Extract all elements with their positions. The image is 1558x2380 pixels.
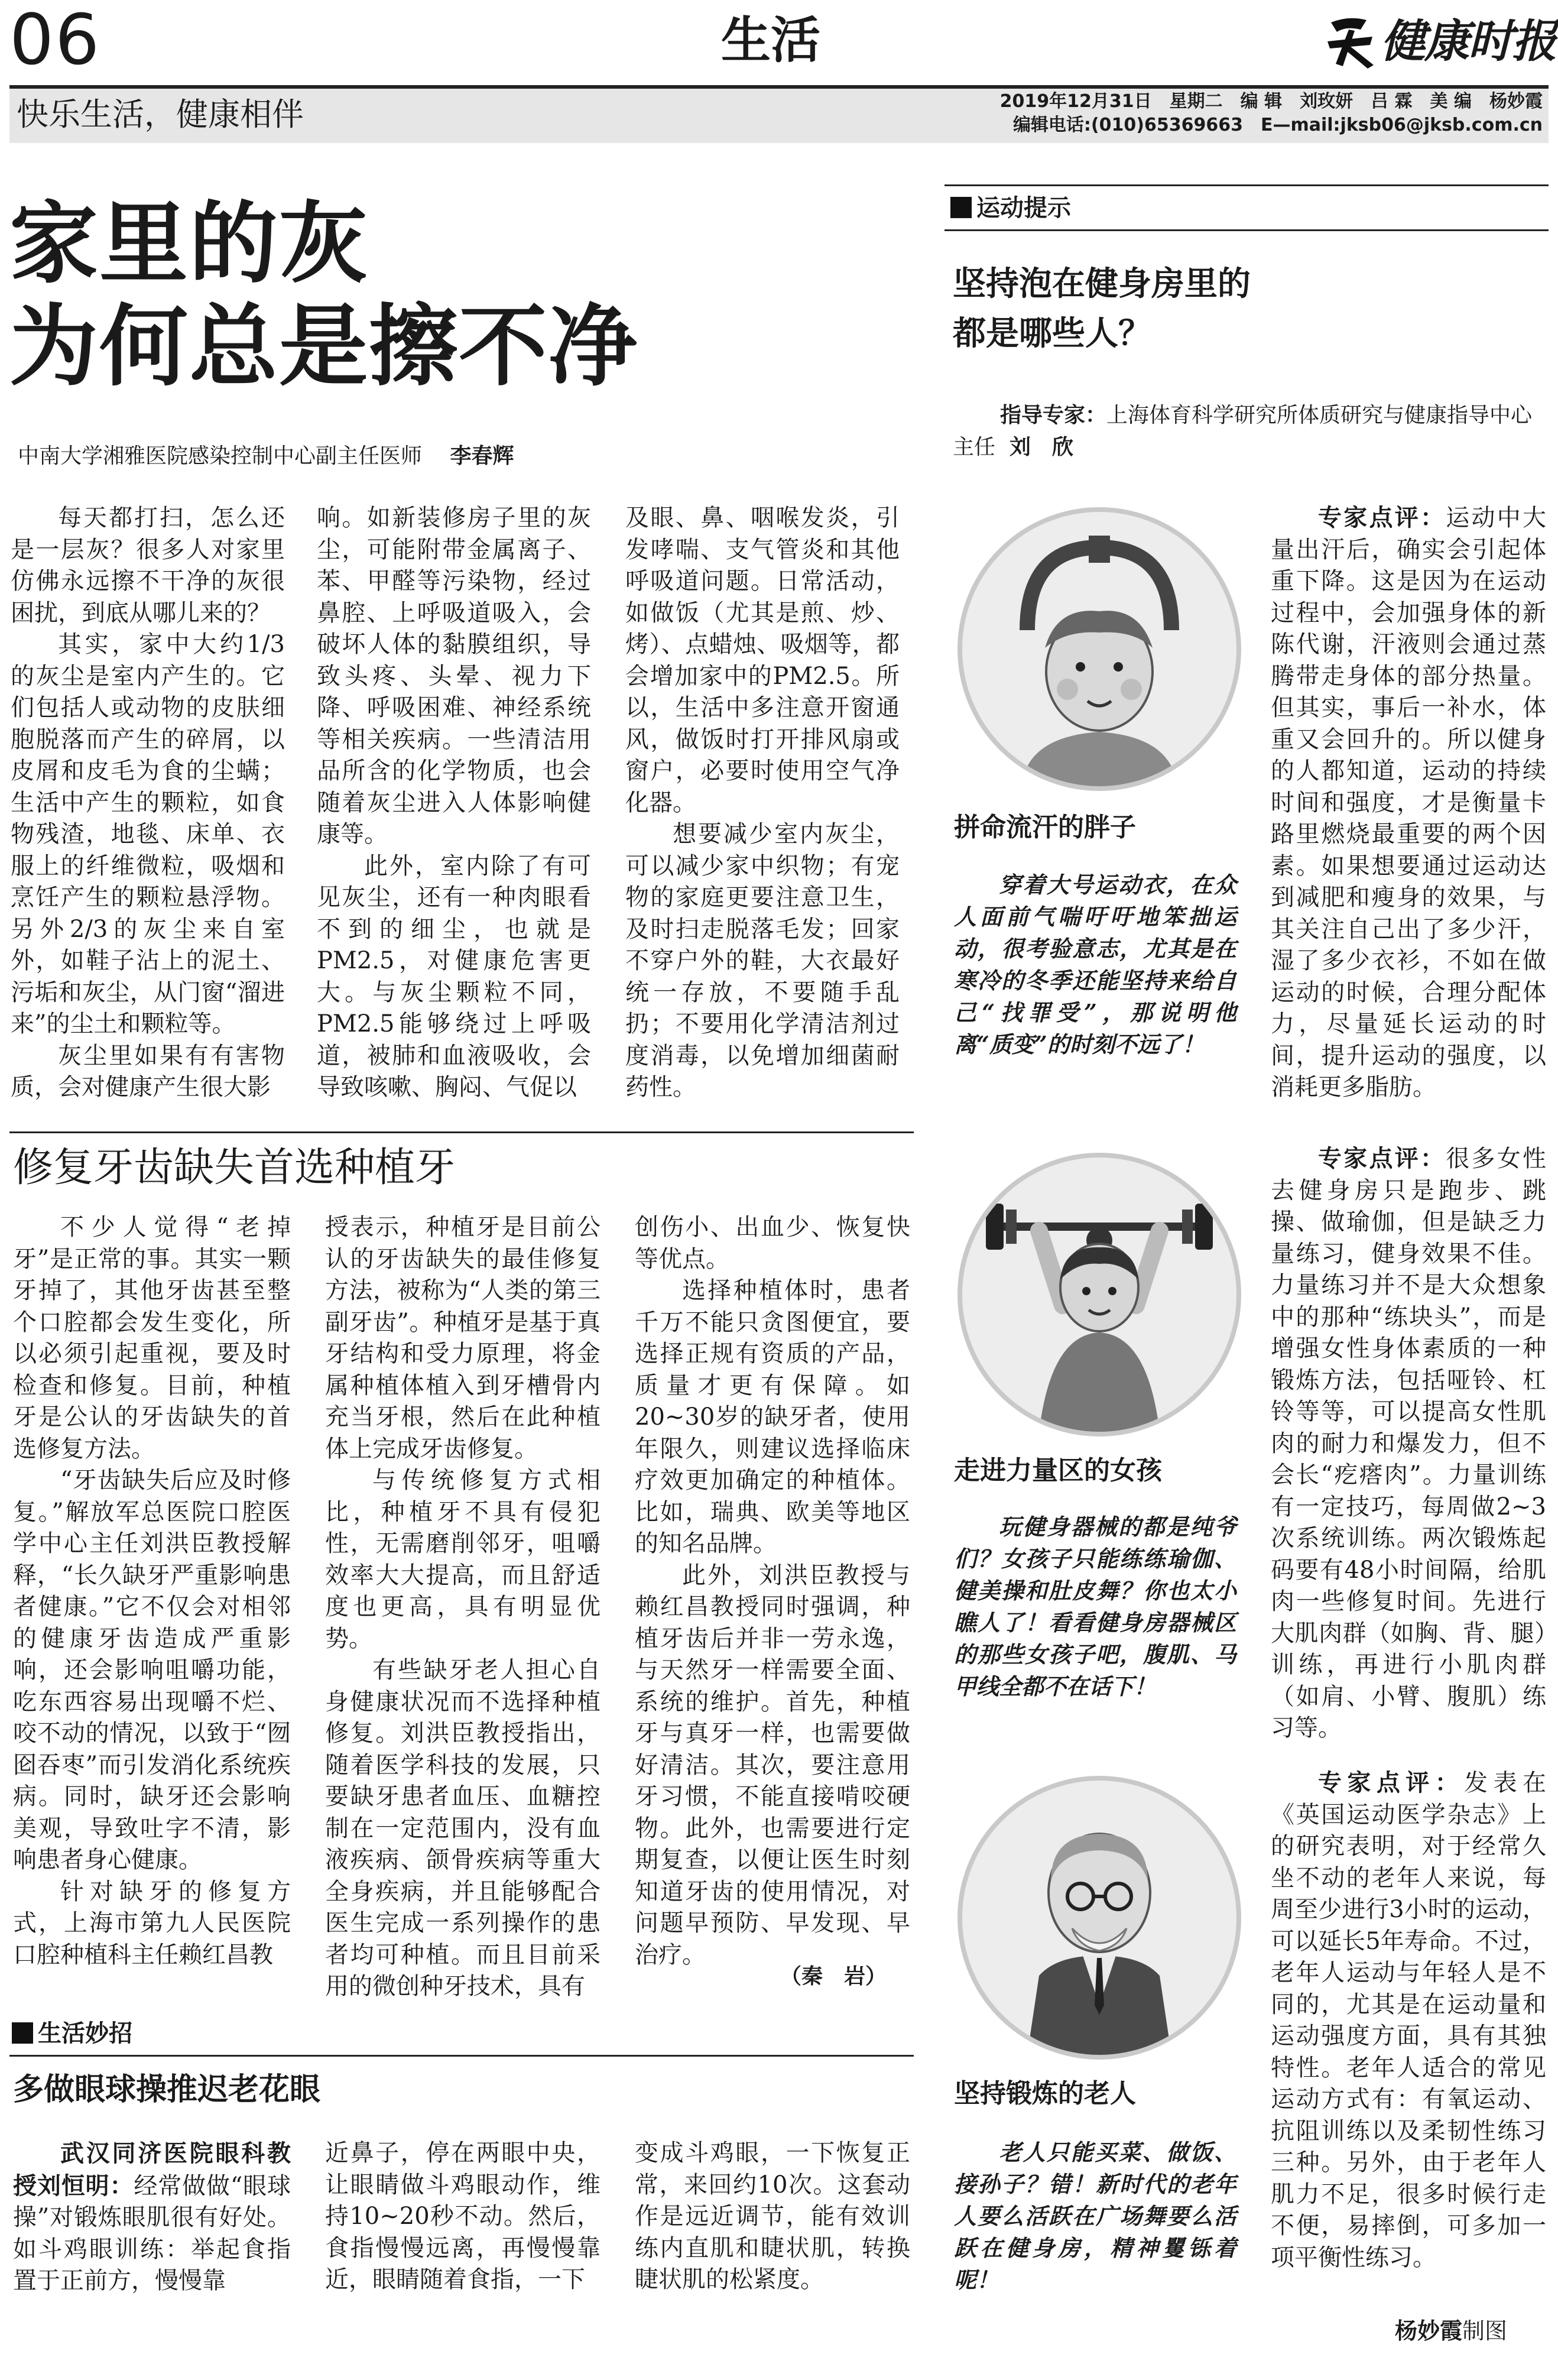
- article1-col3: [625, 502, 900, 1104]
- article2-title: 修复牙齿缺失首选种植牙: [13, 1144, 456, 1191]
- article1-col1: [11, 502, 285, 1104]
- paragraph: 创伤小、出血少、恢复快等优点。: [635, 1214, 910, 1273]
- caption-3: 坚持锻炼的老人: [954, 2079, 1136, 2109]
- article2-signature: （秦 岩）: [780, 1964, 887, 1989]
- sidebar-title-line2: 都是哪些人？: [953, 314, 1151, 353]
- article1-title-line1: 家里的灰: [9, 192, 369, 296]
- comment-text: 很多女性去健身房只是跑步、跳操、做瑜伽，但是缺乏力量练习，健身效果不佳。力量练习并不是大众想象中的那种“练块头”，而是增强女性身体素质的一种锻炼方法，包括哑铃、杠铃等等，可以提高女性肌肉的耐力和爆发力，但不会长“疙瘩肉”。力量训练有一定技巧，每周做2~3次系统训练。两次锻炼起码要有48小时间隔，给肌肉一些修复时间。先进行大肌肉群（如胸、背、腿）训练，再进行小肌肉群（如肩、小臂、腹肌）练习等。: [1271, 1145, 1546, 1742]
- masthead-logo: [1319, 12, 1556, 71]
- article2-col1: [13, 1212, 291, 1971]
- illustration-girl-lifting: [957, 1153, 1241, 1437]
- paragraph: 此外，刘洪臣教授与赖红昌教授同时强调，种植牙齿后并非一劳永逸，与天然牙一样需要全面、系统的维护。首先，种植牙与真牙一样，也需要做好清洁。其次，要注意用牙习惯，不能直接啃咬硬物。此外，也需要进行定期复查，以便让医生时刻知道牙齿的使用情况，对问题早预防、早发现、早治疗。: [635, 1561, 910, 1969]
- tip-section-text: 生活妙招: [38, 2020, 132, 2047]
- article2-col2: [325, 1212, 601, 2003]
- tip-col2: [325, 2138, 601, 2296]
- comment-1: [1271, 502, 1546, 1104]
- logo-mark-icon: [1319, 12, 1384, 71]
- paragraph: [1271, 502, 1546, 1104]
- paragraph: [13, 2138, 291, 2297]
- article1-byline: [18, 443, 514, 469]
- paragraph: 此外，室内除了有可见灰尘，还有一种肉眼看不到的细尘，也就是PM2.5，对健康危害更大。与灰尘颗粒不同，PM2.5能够绕过上呼吸道，被肺和血液吸收，会导致咳嗽、胸闷、气促以: [317, 852, 591, 1101]
- sweating-man-icon: [962, 512, 1236, 786]
- article1-col2: [317, 502, 591, 1104]
- section-marker-icon: [950, 197, 972, 218]
- desc-1: 穿着大号运动衣，在众人面前气喘吁吁地笨拙运动，很考验意志，尤其是在寒冷的冬季还能坚持来给自己“找罪受”，那说明他离“质变”的时刻不远了！: [954, 871, 1236, 1058]
- caption-1: 拼命流汗的胖子: [954, 812, 1136, 842]
- sidebar-title-line1: 坚持泡在健身房里的: [953, 265, 1251, 303]
- paragraph: 每天都打扫，怎么还是一层灰？很多人对家里仿佛永远擦不干净的灰很困扰，到底从哪儿来的？: [11, 504, 285, 627]
- logo-text: 健康时报: [1381, 15, 1556, 67]
- expert-label: 专家点评：: [1318, 1145, 1446, 1172]
- caption-2: 走进力量区的女孩: [954, 1455, 1162, 1486]
- contact-info: 编辑电话:(010)65369663 E—mail:jksb06@jksb.com.cn: [1012, 115, 1543, 135]
- sidebar-rule: [944, 184, 1549, 186]
- byline-affiliation: 中南大学湘雅医院感染控制中心副主任医师: [18, 444, 423, 468]
- paragraph: 有些缺牙老人担心自身健康状况而不选择种植修复。刘洪臣教授指出，随着医学科技的发展，只要缺牙患者血压、血糖控制在一定范围内，没有血液疾病、颌骨疾病等重大全身疾病，并且能够配合医生完成一系列操作的患者均可种植。而且目前采用的微创种牙技术，具有: [325, 1656, 601, 2000]
- section-marker-icon: [12, 2022, 33, 2044]
- comment-2: [1271, 1143, 1546, 1745]
- paragraph: 不少人觉得“老掉牙”是正常的事。其实一颗牙掉了，其他牙齿甚至整个口腔都会发生变化，所以必须引起重视，要及时检查和修复。目前，种植牙是公认的牙齿缺失的首选修复方法。: [13, 1214, 291, 1463]
- paragraph: 及眼、鼻、咽喉发炎，引发哮喘、支气管炎和其他呼吸道问题。日常活动，如做饭（尤其是煎、炒、烤）、点蜡烛、吸烟等，都会增加家中的PM2.5。所以，生活中多注意开窗通风，做饭时打开排风扇或窗户，必要时使用空气净化器。: [625, 504, 900, 816]
- paragraph: “牙齿缺失后应及时修复。”解放军总医院口腔医学中心主任刘洪臣教授解释，“长久缺牙严重影响患者健康。”它不仅会对相邻的健康牙齿造成严重影响，还会影响咀嚼功能，吃东西容易出现嚼不烂、咬不动的情况，以致于“囫囵吞枣”而引发消化系统疾病。同时，缺牙还会影响美观，导致吐字不清，影响患者身心健康。: [13, 1467, 291, 1873]
- tip-col1-text: 经常做做“眼球操”对锻炼眼肌很有好处。如斗鸡眼训练：举起食指置于正前方，慢慢靠: [13, 2172, 291, 2294]
- sidebar-section-label: [950, 193, 1071, 223]
- sidebar-rule: [944, 229, 1549, 231]
- guide-name: 刘 欣: [1010, 435, 1074, 459]
- paragraph: 授表示，种植牙是目前公认的牙齿缺失的最佳修复方法，被称为“人类的第三副牙齿”。种植牙是基于真牙结构和受力原理，将金属种植体植入到牙槽骨内充当牙根，然后在此种植体上完成牙齿修复。: [325, 1214, 601, 1463]
- tip-col3: [635, 2138, 910, 2296]
- paragraph: [1271, 1143, 1546, 1745]
- illustration-credit: [1395, 2316, 1507, 2346]
- comment-text: 发表在《英国运动医学杂志》上的研究表明，对于经常久坐不动的老年人来说，每周至少进行3小时的运动，可以延长5年寿命。不过，老年人运动与年轻人是不同的，尤其是在运动量和运动强度方面，具有其独特性。老年人适合的常见运动方式有：有氧运动、抗阻训练以及柔韧性练习三种。另外，由于老年人肌力不足，很多时候行走不便，易摔倒，可多加一项平衡性练习。: [1271, 1769, 1547, 2271]
- section-title: 生活: [721, 11, 821, 69]
- slogan: 快乐生活，健康相伴: [17, 96, 304, 133]
- tip-title: 多做眼球操推迟老花眼: [13, 2072, 321, 2107]
- page-number: 06: [9, 0, 101, 80]
- paragraph: 灰尘里如果有有害物质，会对健康产生很大影: [11, 1042, 285, 1101]
- elderly-man-icon: [962, 1781, 1236, 2055]
- desc-2: 玩健身器械的都是纯爷们？女孩子只能练练瑜伽、健美操和肚皮舞？你也太小瞧人了！看看健身房器械区的那些女孩子吧，腹肌、马甲线全都不在话下！: [954, 1513, 1236, 1700]
- tip-section-label: [12, 2018, 132, 2049]
- paragraph: 响。如新装修房子里的灰尘，可能附带金属离子、苯、甲醛等污染物，经过鼻腔、上呼吸道吸入，会破坏人体的黏膜组织，导致头疼、头晕、视力下降、呼吸困难、神经系统等相关疾病。一些清洁用品所含的化学物质，也会随着灰尘进入人体影响健康等。: [317, 504, 591, 848]
- weightlifting-girl-icon: [962, 1157, 1236, 1432]
- paragraph: 针对缺牙的修复方式，上海市第九人民医院口腔种植科主任赖红昌教: [13, 1878, 291, 1969]
- issue-info: 2019年12月31日 星期二 编 辑 刘玫妍 吕 霖 美 编 杨妙霞: [999, 91, 1543, 112]
- tip-col1: [13, 2138, 291, 2297]
- article2-col3: [635, 1212, 910, 1971]
- byline-author: 李春辉: [450, 444, 514, 468]
- paragraph: 想要减少室内灰尘，可以减少家中织物；有宠物的家庭更要注意卫生，及时扫走脱落毛发；回家不穿户外的鞋，大衣最好统一存放，不要随手乱扔；不要用化学清洁剂过度消毒，以免增加细菌耐药性。: [625, 821, 900, 1101]
- paragraph: 选择种植体时，患者千万不能只贪图便宜，要选择正规有资质的产品，质量才更有保障。如20~30岁的缺牙者，使用年限久，则建议选择临床疗效更加确定的种植体。比如，瑞典、欧美等地区的知名品牌。: [635, 1277, 910, 1557]
- illustration-old-man: [957, 1776, 1241, 2060]
- paragraph: 其实，家中大约1/3的灰尘是室内产生的。它们包括人或动物的皮肤细胞脱落而产生的碎屑，以皮屑和皮毛为食的尘螨；生活中产生的颗粒，如食物残渣，地毯、床单、衣服上的纤维微粒，吸烟和烹饪产生的颗粒悬浮物。另外2/3的灰尘来自室外，如鞋子沾上的泥土、污垢和灰尘，从门窗“溜进来”的尘土和颗粒等。: [11, 631, 285, 1037]
- expert-label: 专家点评：: [1318, 504, 1446, 531]
- expert-label: 专家点评：: [1318, 1769, 1465, 1797]
- credit-name: 杨妙霞: [1395, 2318, 1463, 2344]
- sidebar-section-text: 运动提示: [976, 194, 1071, 222]
- paragraph: 近鼻子，停在两眼中央，让眼睛做斗鸡眼动作，维持10~20秒不动。然后，食指慢慢远离，再慢慢靠近，眼睛随着食指，一下: [325, 2139, 601, 2293]
- desc-3: 老人只能买菜、做饭、接孙子？错！新时代的老年人要么活跃在广场舞要么活跃在健身房，精神矍铄着呢！: [954, 2139, 1236, 2293]
- paragraph: [1271, 1768, 1546, 2274]
- credit-suffix: 制图: [1462, 2318, 1508, 2344]
- comment-3: [1271, 1768, 1546, 2274]
- tip-rule: [9, 2055, 914, 2057]
- sidebar-guide: [953, 400, 1544, 463]
- divider: [9, 1131, 914, 1133]
- tip-lead: 武汉同济医院眼科教授刘恒明：: [13, 2139, 291, 2200]
- paragraph: 与传统修复方式相比，种植牙不具有侵犯性，无需磨削邻牙，咀嚼效率大大提高，而且舒适度也更高，具有明显优势。: [325, 1467, 601, 1652]
- article1-title-line2: 为何总是擦不净: [9, 294, 639, 398]
- guide-label: 指导专家：: [1000, 403, 1107, 427]
- guide-text: 上海体育科学研究所体质研究与健康指导中心主任: [953, 403, 1533, 459]
- paragraph: 变成斗鸡眼，一下恢复正常，来回约10次。这套动作是远近调节，能有效训练内直肌和睫状肌，转换睫状肌的松紧度。: [635, 2139, 910, 2293]
- comment-text: 运动中大量出汗后，确实会引起体重下降。这是因为在运动过程中，会加强身体的新陈代谢，汗液则会通过蒸腾带走身体的部分热量。但其实，事后一补水，体重又会回升的。所以健身的人都知道，运动的持续时间和强度，才是衡量卡路里燃烧最重要的两个因素。如果想要通过运动达到减肥和瘦身的效果，与其关注自己出了多少汗，湿了多少衣衫，不如在做运动的时候，合理分配体力，尽量延长运动的时间，提升运动的强度，以消耗更多脂肪。: [1271, 504, 1546, 1101]
- illustration-fat-man: [957, 507, 1241, 791]
